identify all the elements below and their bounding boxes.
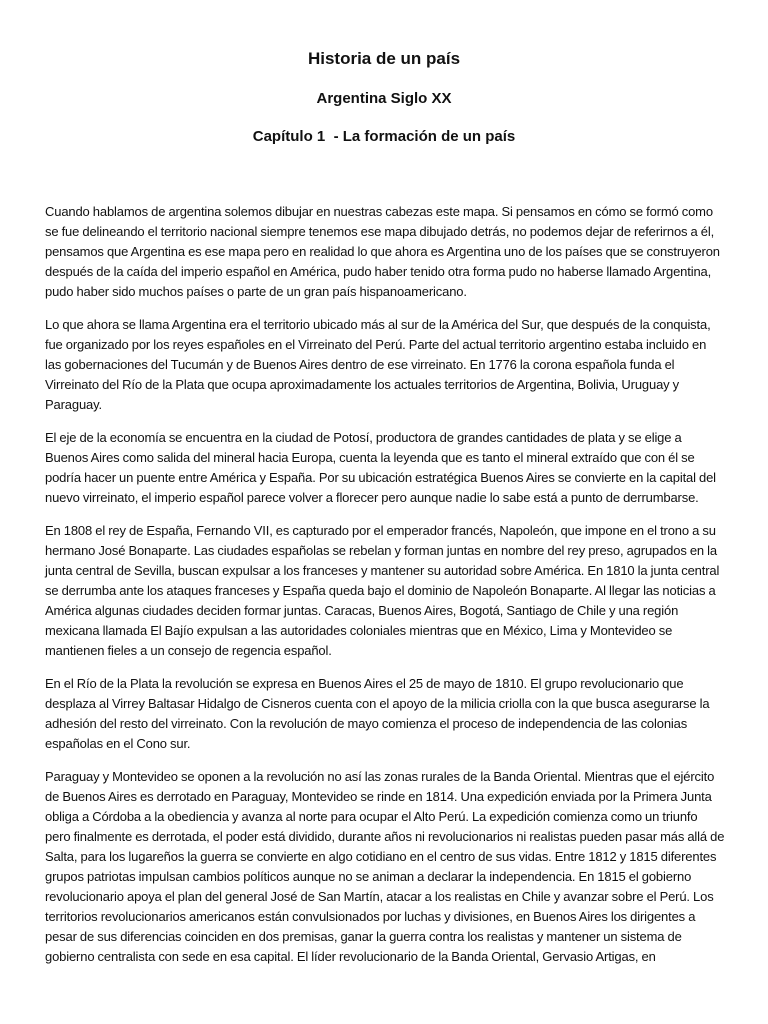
document-subtitle: Argentina Siglo XX <box>316 90 452 107</box>
paragraph-4: En 1808 el rey de España, Fernando VII, es capturado por el emperador francés, Napoleón, que impone en el trono a su hermano José Bonaparte. Las ciudades españolas se rebelan y forman juntas en nombre del rey preso, agrupados en la junta central de Sevilla, buscan expulsar a los franceses y mantener su autoridad sobre América. En 1810 la junta central se derrumba ante los ataques franceses y España queda bajo el dominio de Napoleón Bonaparte. Al llegar las noticias a América algunas ciudades deciden formar juntas. Caracas, Buenos Aires, Bogotá, Santiago de Chile y una región mexicana llamada El Bajío expulsan a las autoridades coloniales mientras que en México, Lima y Montevideo se mantienen fieles a un consejo de regencia español. <box>45 523 720 658</box>
paragraph-6: Paraguay y Montevideo se oponen a la revolución no así las zonas rurales de la Banda Oriental. Mientras que el ejército de Buenos Aires es derrotado en Paraguay, Montevideo se rinde en 1814. Una expedición enviada por la Primera Junta obliga a Córdoba a la obediencia y avanza al norte para ocupar el Alto Perú. La expedición comienza como un triunfo pero finalmente es derrotada, el poder está dividido, durante años ni revolucionarios ni realistas pueden pasar más allá de Salta, para los lugareños la guerra se convierte en algo cotidiano en el centro de sus vidas. Entre 1812 y 1815 diferentes grupos patriotas impulsan cambios políticos aunque no se animan a declarar la independencia. En 1815 el gobierno revolucionario apoya el plan del general José de San Martín, atacar a los realistas en Chile y avanzar sobre el Perú. Los territorios revolucionarios americanos están convulsionados por luchas y divisiones, en Buenos Aires los dirigentes a pesar de sus diferencias coinciden en dos premisas, ganar la guerra contra los realistas y mantener un sistema de gobierno centralista con sede en esa capital. El líder revolucionario de la Banda Oriental, Gervasio Artigas, en <box>45 769 725 964</box>
paragraph-5: En el Río de la Plata la revolución se expresa en Buenos Aires el 25 de mayo de 1810. El grupo revolucionario que desplaza al Virrey Baltasar Hidalgo de Cisneros cuenta con el apoyo de la milicia criolla con la que busca asegurarse la adhesión del resto del virreinato. Con la revolución de mayo comienza el proceso de independencia de las colonias españolas en el Cono sur. <box>45 676 710 751</box>
paragraph-1: Cuando hablamos de argentina solemos dibujar en nuestras cabezas este mapa. Si pensamos en cómo se formó como se fue delineando el territorio nacional siempre tenemos ese mapa dibujado detrás, no podemos dejar de referirnos a él, pensamos que Argentina es ese mapa pero en realidad lo que ahora es Argentina uno de los países que se construyeron después de la caída del imperio español en América, pudo haber tenido otra forma pudo no haberse llamado Argentina, pudo haber sido muchos países o parte de un gran país hispanoamericano. <box>45 204 720 299</box>
chapter-heading: Capítulo 1 - La formación de un país <box>252 128 516 145</box>
paragraph-3: El eje de la economía se encuentra en la ciudad de Potosí, productora de grandes cantidades de plata y se elige a Buenos Aires como salida del mineral hacia Europa, cuenta la leyenda que es tanto el mineral extraído que con él se podría hacer un puente entre América y España. Por su ubicación estratégica Buenos Aires se convierte en la capital del nuevo virreinato, el imperio español parece volver a florecer pero aunque nadie lo sabe está a punto de derrumbarse. <box>45 430 716 505</box>
paragraph-2: Lo que ahora se llama Argentina era el territorio ubicado más al sur de la América del Sur, que después de la conquista, fue organizado por los reyes españoles en el Virreinato del Perú. Parte del actual territorio argentino estaba incluido en las gobernaciones del Tucumán y de Buenos Aires dentro de ese virreinato. En 1776 la corona española funda el Virreinato del Río de la Plata que ocupa aproximadamente los actuales territorios de Argentina, Bolivia, Uruguay y Paraguay. <box>45 317 711 412</box>
document-body <box>45 202 725 980</box>
document-title: Historia de un país <box>307 49 461 68</box>
